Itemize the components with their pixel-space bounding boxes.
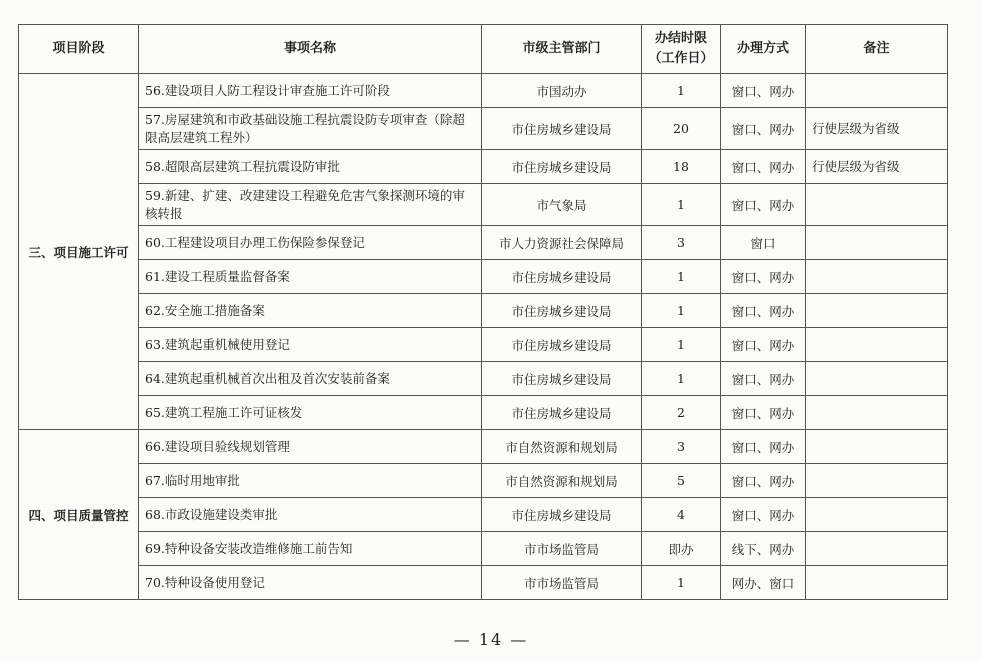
item-name: 56.建设项目人防工程设计审查施工许可阶段 [139, 74, 482, 108]
item-name: 62.安全施工措施备案 [139, 294, 482, 328]
table-row [19, 184, 948, 226]
header-method: 办理方式 [721, 25, 806, 74]
item-note: 行使层级为省级 [806, 108, 948, 150]
item-note [806, 260, 948, 294]
item-dept: 市住房城乡建设局 [482, 150, 642, 184]
item-note [806, 74, 948, 108]
item-dept: 市国动办 [482, 74, 642, 108]
item-name: 63.建筑起重机械使用登记 [139, 328, 482, 362]
item-dept: 市住房城乡建设局 [482, 498, 642, 532]
item-name: 70.特种设备使用登记 [139, 566, 482, 600]
item-note [806, 566, 948, 600]
item-method: 窗口 [721, 226, 806, 260]
item-method: 窗口、网办 [721, 464, 806, 498]
table-row [19, 362, 948, 396]
table-row [19, 74, 948, 108]
item-days: 20 [642, 108, 721, 150]
item-note [806, 226, 948, 260]
header-row [19, 25, 948, 74]
item-note [806, 532, 948, 566]
header-days: 办结时限（工作日） [642, 25, 721, 74]
table-row [19, 532, 948, 566]
item-days: 1 [642, 362, 721, 396]
item-days: 18 [642, 150, 721, 184]
item-name: 69.特种设备安装改造维修施工前告知 [139, 532, 482, 566]
item-days: 3 [642, 430, 721, 464]
table-row [19, 226, 948, 260]
item-days: 1 [642, 260, 721, 294]
item-name: 64.建筑起重机械首次出租及首次安装前备案 [139, 362, 482, 396]
item-note [806, 430, 948, 464]
item-method: 窗口、网办 [721, 260, 806, 294]
item-name: 57.房屋建筑和市政基础设施工程抗震设防专项审查（除超限高层建筑工程外） [139, 108, 482, 150]
item-note [806, 184, 948, 226]
item-dept: 市住房城乡建设局 [482, 108, 642, 150]
item-method: 窗口、网办 [721, 396, 806, 430]
item-days: 3 [642, 226, 721, 260]
item-dept: 市自然资源和规划局 [482, 464, 642, 498]
item-name: 68.市政设施建设类审批 [139, 498, 482, 532]
table-row [19, 150, 948, 184]
item-method: 窗口、网办 [721, 328, 806, 362]
item-days: 1 [642, 566, 721, 600]
item-note [806, 362, 948, 396]
item-note: 行使层级为省级 [806, 150, 948, 184]
table-row [19, 294, 948, 328]
item-note [806, 498, 948, 532]
item-days: 即办 [642, 532, 721, 566]
item-dept: 市气象局 [482, 184, 642, 226]
item-dept: 市住房城乡建设局 [482, 396, 642, 430]
item-dept: 市人力资源社会保障局 [482, 226, 642, 260]
item-method: 窗口、网办 [721, 362, 806, 396]
item-method: 线下、网办 [721, 532, 806, 566]
item-name: 65.建筑工程施工许可证核发 [139, 396, 482, 430]
header-stage: 项目阶段 [19, 25, 139, 74]
item-name: 60.工程建设项目办理工伤保险参保登记 [139, 226, 482, 260]
item-method: 窗口、网办 [721, 74, 806, 108]
table-row [19, 328, 948, 362]
item-dept: 市住房城乡建设局 [482, 294, 642, 328]
item-method: 窗口、网办 [721, 184, 806, 226]
item-name: 61.建设工程质量监督备案 [139, 260, 482, 294]
item-dept: 市市场监管局 [482, 532, 642, 566]
table-row [19, 464, 948, 498]
item-dept: 市市场监管局 [482, 566, 642, 600]
item-method: 窗口、网办 [721, 498, 806, 532]
item-note [806, 294, 948, 328]
table-row [19, 260, 948, 294]
stage-cell-construction-permit: 三、项目施工许可 [19, 74, 139, 430]
item-days: 2 [642, 396, 721, 430]
item-method: 窗口、网办 [721, 108, 806, 150]
item-name: 58.超限高层建筑工程抗震设防审批 [139, 150, 482, 184]
stage-cell-quality-control: 四、项目质量管控 [19, 430, 139, 600]
item-method: 窗口、网办 [721, 150, 806, 184]
item-name: 67.临时用地审批 [139, 464, 482, 498]
item-days: 1 [642, 74, 721, 108]
table-row [19, 396, 948, 430]
item-days: 1 [642, 328, 721, 362]
item-note [806, 396, 948, 430]
item-dept: 市住房城乡建设局 [482, 260, 642, 294]
item-method: 窗口、网办 [721, 430, 806, 464]
item-dept: 市住房城乡建设局 [482, 362, 642, 396]
table-row [19, 430, 948, 464]
item-dept: 市自然资源和规划局 [482, 430, 642, 464]
item-days: 1 [642, 184, 721, 226]
header-dept: 市级主管部门 [482, 25, 642, 74]
item-days: 1 [642, 294, 721, 328]
item-method: 网办、窗口 [721, 566, 806, 600]
item-name: 66.建设项目验线规划管理 [139, 430, 482, 464]
header-name: 事项名称 [139, 25, 482, 74]
header-note: 备注 [806, 25, 948, 74]
table-row [19, 498, 948, 532]
item-name: 59.新建、扩建、改建建设工程避免危害气象探测环境的审核转报 [139, 184, 482, 226]
page-number: — 14 — [453, 630, 529, 649]
item-dept: 市住房城乡建设局 [482, 328, 642, 362]
item-days: 5 [642, 464, 721, 498]
table-row [19, 108, 948, 150]
table-row [19, 566, 948, 600]
matters-table [18, 24, 948, 600]
item-days: 4 [642, 498, 721, 532]
item-method: 窗口、网办 [721, 294, 806, 328]
item-note [806, 464, 948, 498]
item-note [806, 328, 948, 362]
